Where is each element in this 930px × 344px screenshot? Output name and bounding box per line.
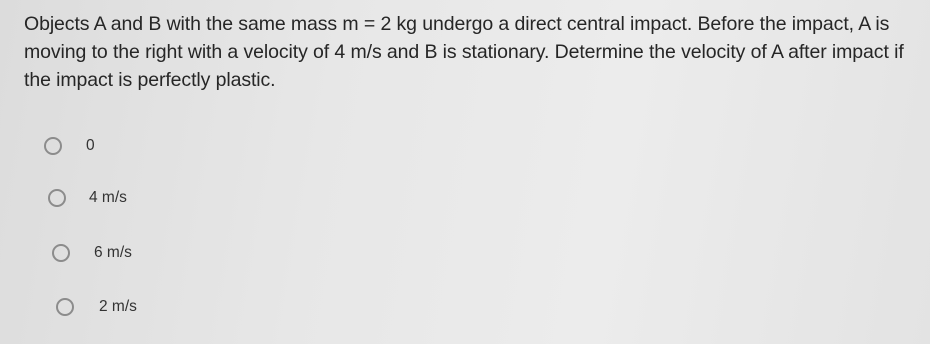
answer-option-label-3: 2 m/s — [99, 298, 137, 315]
radio-button-0[interactable] — [44, 137, 62, 155]
answer-option-2-m-s[interactable] — [56, 298, 137, 316]
answer-option-label-2: 6 m/s — [94, 244, 132, 261]
radio-button-3[interactable] — [56, 298, 74, 316]
answer-option-label-1: 4 m/s — [89, 189, 127, 206]
radio-button-2[interactable] — [52, 244, 70, 262]
answer-option-4-m-s[interactable] — [48, 189, 127, 207]
question-text: Objects A and B with the same mass m = 2 kg undergo a direct central impact. Before the impact, A is moving to the right with a velocity of 4 m/s and B is stationary. Determine the velocity of A after impact if the impact is perfectly plastic. — [24, 13, 904, 91]
answer-option-label-0: 0 — [86, 137, 95, 154]
answer-option-6-m-s[interactable] — [52, 244, 132, 262]
answer-option-0[interactable] — [44, 137, 95, 155]
radio-button-1[interactable] — [48, 189, 66, 207]
